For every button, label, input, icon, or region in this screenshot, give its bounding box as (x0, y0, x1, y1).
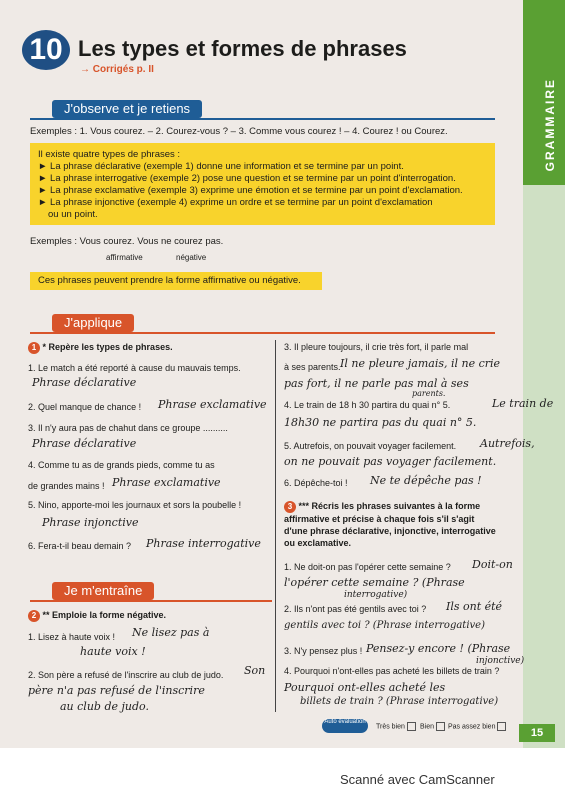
ex3-title (284, 500, 496, 549)
type-injonctive: ► La phrase injonctive (exemple 4) exprime un ordre et se termine par un point d'exclamation (38, 197, 433, 208)
ex1-a4[interactable]: Phrase exclamative (112, 476, 221, 489)
ex1-q1: 1. Le match a été reporté à cause du mauvais temps. (28, 363, 241, 373)
ex2-q2: 2. Son père a refusé de l'inscrire au club de judo. (28, 670, 224, 680)
ex3-a1-line1[interactable]: Doit-on (472, 558, 513, 571)
ex3-title-line4: ou exclamative. (284, 538, 352, 548)
chapter-badge: 10 (22, 30, 70, 70)
observe-heading: J'observe et je retiens (52, 100, 202, 118)
ex2-title (28, 610, 166, 622)
rating-tres-bien[interactable] (376, 722, 416, 731)
ex3-title-line3: d'une phrase déclarative, injonctive, interrogative (284, 526, 496, 536)
ex3-title-line2: affirmative et précise à chaque fois s'il s'agit (284, 514, 475, 524)
ex2-a3-line3[interactable]: parents. (412, 389, 446, 398)
ex3-a4-line1[interactable]: Pourquoi ont-elles acheté les (284, 681, 446, 694)
ex2-a3-line1[interactable]: Il ne pleure jamais, il ne crie (340, 357, 501, 370)
ex1-q6: 6. Fera-t-il beau demain ? (28, 541, 132, 551)
rule-box: Ces phrases peuvent prendre la forme affirmative ou négative. (30, 272, 322, 290)
label-negative: négative (176, 253, 207, 262)
ex3-a1-line3[interactable]: interrogative) (344, 590, 408, 600)
examples-line: Exemples : 1. Vous courez. – 2. Courez-vous ? – 3. Comme vous courez ! – 4. Courez ! ou Courez. (30, 126, 448, 137)
entraine-rule (30, 600, 272, 602)
ex1-title (28, 342, 173, 354)
ex2-number: 2 (28, 610, 40, 622)
ex3-a2-line1[interactable]: Ils ont été (446, 600, 503, 613)
ex2-q3b: à ses parents. (284, 362, 341, 372)
types-intro: Il existe quatre types de phrases : (38, 149, 181, 160)
ex1-q5: 5. Nino, apporte-moi les journaux et sors la poubelle ! (28, 500, 242, 510)
ex1-q4b: de grandes mains ! (28, 481, 105, 491)
applique-rule (30, 332, 495, 334)
tres-bien-label: Très bien (376, 723, 405, 731)
ex1-title-text: * Repère les types de phrases. (42, 342, 173, 352)
ex2-a1-line1[interactable]: Ne lisez pas à (132, 626, 210, 639)
applique-heading: J'applique (52, 314, 134, 332)
ex1-a2[interactable]: Phrase exclamative (158, 398, 267, 411)
scanner-watermark: Scanné avec CamScanner (340, 772, 495, 787)
ex2-a2-line2[interactable]: père n'a pas refusé de l'inscrire (28, 684, 205, 697)
ex2-a5-line1[interactable]: Autrefois, (480, 437, 535, 450)
ex1-q3: 3. Il n'y aura pas de chahut dans ce groupe .......... (28, 423, 228, 433)
type-injonctive-cont: ou un point. (48, 209, 98, 220)
ex2-a2-line1[interactable]: Son (244, 664, 266, 677)
ex1-a6[interactable]: Phrase interrogative (146, 537, 261, 550)
ex2-a3-line2[interactable]: pas fort, il ne parle pas mal à ses (284, 377, 469, 390)
ex3-a3-line2[interactable]: injonctive) (476, 656, 525, 666)
ex3-a2-line2[interactable]: gentils avec toi ? (Phrase interrogative) (284, 620, 485, 631)
ex2-a1-line2[interactable]: haute voix ! (80, 645, 146, 658)
ex3-a1-line2[interactable]: l'opérer cette semaine ? (Phrase (284, 576, 465, 589)
auto-evaluation-badge: Auto évaluation (322, 719, 368, 733)
entraine-heading: Je m'entraîne (52, 582, 154, 600)
bien-label: Bien (420, 723, 435, 731)
label-affirmative: affirmative (106, 253, 143, 262)
ex2-title-text: ** Emploie la forme négative. (42, 610, 167, 620)
ex1-q4: 4. Comme tu as de grands pieds, comme tu as (28, 460, 215, 470)
types-box (30, 143, 495, 225)
ex2-q5: 5. Autrefois, on pouvait voyager facilement. (284, 441, 457, 451)
rating-bien[interactable] (420, 722, 445, 731)
ex1-a3[interactable]: Phrase déclarative (32, 437, 137, 450)
ex3-a3-line1[interactable]: Pensez-y encore ! (Phrase (366, 642, 511, 655)
pas-assez-label: Pas assez bien (448, 723, 496, 731)
tres-bien-checkbox[interactable] (407, 722, 416, 731)
ex2-a5-line2[interactable]: on ne pouvait pas voyager facilement. (284, 455, 497, 468)
type-interrogative: ► La phrase interrogative (exemple 2) pose une question et se termine par un point d'interrogation. (38, 173, 456, 184)
ex2-a4-line1[interactable]: Le train de (492, 397, 554, 410)
corriges-link[interactable]: → Corrigés p. II (80, 64, 154, 75)
ex2-q1: 1. Lisez à haute voix ! (28, 632, 116, 642)
ex3-q1: 1. Ne doit-on pas l'opérer cette semaine ? (284, 562, 451, 572)
side-label: GRAMMAIRE (543, 78, 557, 172)
ex3-q3: 3. N'y pensez plus ! (284, 646, 363, 656)
pas-assez-checkbox[interactable] (497, 722, 506, 731)
type-declarative: ► La phrase déclarative (exemple 1) donne une information et se termine par un point. (38, 161, 404, 172)
type-exclamative: ► La phrase exclamative (exemple 3) exprime une émotion et se termine par un point d'exclamation. (38, 185, 463, 196)
ex3-q4: 4. Pourquoi n'ont-elles pas acheté les billets de train ? (284, 666, 500, 676)
ex2-q3: 3. Il pleure toujours, il crie très fort, il parle mal (284, 342, 469, 352)
ex3-title-line1: *** Récris les phrases suivantes à la forme (298, 501, 481, 511)
ex1-number: 1 (28, 342, 40, 354)
ex3-number: 3 (284, 501, 296, 513)
ex2-a6[interactable]: Ne te dépêche pas ! (370, 474, 482, 487)
ex3-q2: 2. Ils n'ont pas été gentils avec toi ? (284, 604, 427, 614)
ex1-a5[interactable]: Phrase injonctive (42, 516, 139, 529)
ex2-q6: 6. Dépêche-toi ! (284, 478, 348, 488)
page-number: 15 (519, 724, 555, 742)
column-divider (275, 340, 276, 712)
ex1-a1[interactable]: Phrase déclarative (32, 376, 137, 389)
rating-pas-assez[interactable] (448, 722, 506, 731)
ex3-a4-line2[interactable]: billets de train ? (Phrase interrogative) (300, 696, 499, 707)
bien-checkbox[interactable] (436, 722, 445, 731)
page-title: Les types et formes de phrases (78, 36, 407, 61)
examples2: Exemples : Vous courez. Vous ne courez pas. (30, 236, 224, 247)
ex2-a4-line2[interactable]: 18h30 ne partira pas du quai n° 5. (284, 416, 477, 429)
ex2-q4: 4. Le train de 18 h 30 partira du quai n° 5. (284, 400, 451, 410)
ex2-a2-line3[interactable]: au club de judo. (60, 700, 149, 713)
ex1-q2: 2. Quel manque de chance ! (28, 402, 142, 412)
observe-rule (30, 118, 495, 120)
